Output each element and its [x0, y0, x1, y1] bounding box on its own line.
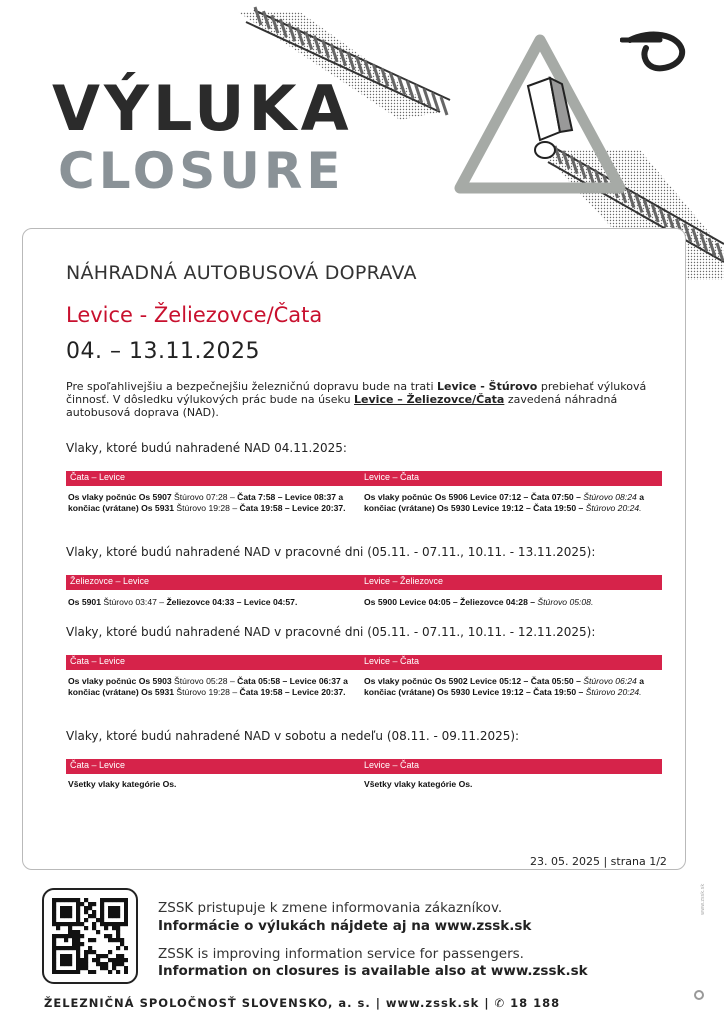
qr-module	[64, 954, 68, 958]
qr-module	[116, 946, 120, 950]
qr-module	[116, 910, 120, 914]
qr-module	[72, 970, 76, 974]
qr-module	[116, 906, 120, 910]
qr-module	[100, 954, 104, 958]
qr-module	[112, 962, 116, 966]
qr-module	[68, 934, 72, 938]
trains-text: Štúrovo 08:24	[580, 492, 640, 502]
qr-module	[100, 914, 104, 918]
qr-module	[120, 962, 124, 966]
track-sleeper	[441, 97, 447, 115]
intro-text-3: zavedená náhradná autobusová doprava (NAD).	[66, 393, 618, 419]
qr-module	[96, 918, 100, 922]
trains-text: Štúrovo 05:08.	[535, 597, 594, 607]
qr-module	[76, 910, 80, 914]
qr-module	[64, 898, 68, 902]
qr-module	[84, 910, 88, 914]
qr-module	[116, 930, 120, 934]
qr-module	[76, 898, 80, 902]
qr-module	[84, 918, 88, 922]
qr-module	[96, 930, 100, 934]
qr-module	[60, 906, 64, 910]
qr-module	[120, 954, 124, 958]
qr-module	[80, 934, 84, 938]
qr-module	[124, 922, 128, 926]
qr-module	[84, 966, 88, 970]
trains-text: Štúrovo 20:24.	[583, 503, 642, 513]
qr-module	[124, 958, 128, 962]
qr-module	[56, 922, 60, 926]
qr-module	[108, 938, 112, 942]
qr-module	[76, 966, 80, 970]
qr-module	[72, 934, 76, 938]
trains-text: Os vlaky počnúc Os 5907	[68, 492, 172, 502]
qr-module	[80, 966, 84, 970]
qr-module	[112, 898, 116, 902]
intro-paragraph	[66, 380, 678, 419]
qr-module	[124, 970, 128, 974]
trains-text: Čata 7:58 – Levice 08:37 a končiac (vrátane) Os 5931	[68, 492, 344, 513]
qr-module	[60, 970, 64, 974]
notice-route: Levice - Želiezovce/Čata	[66, 303, 323, 327]
qr-module	[104, 898, 108, 902]
qr-module	[124, 966, 128, 970]
qr-module	[108, 910, 112, 914]
section-heading: Vlaky, ktoré budú nahradené NAD 04.11.2025:	[66, 441, 347, 455]
direction-left: Želiezovce – Levice	[70, 576, 150, 586]
trains-text: Štúrovo 05:28 –	[171, 676, 238, 686]
qr-module	[84, 898, 88, 902]
qr-module	[64, 970, 68, 974]
trains-text: a končiac (vrátane) Os 5930 Levice 19:12 – Čata 19:50 –	[364, 676, 644, 697]
trains-right	[364, 492, 654, 514]
qr-module	[56, 926, 60, 930]
qr-module	[84, 954, 88, 958]
direction-bar	[66, 575, 662, 590]
trains-text: Čata 05:58 – Levice 06:37 a končiac (vrátane) Os 5931	[68, 676, 348, 697]
headline-closure-en: CLOSURE	[58, 142, 345, 200]
qr-module	[76, 958, 80, 962]
qr-module	[100, 910, 104, 914]
qr-module	[88, 938, 92, 942]
qr-module	[84, 962, 88, 966]
qr-module	[84, 950, 88, 954]
qr-module	[72, 942, 76, 946]
qr-module	[116, 970, 120, 974]
qr-module	[88, 914, 92, 918]
qr-module	[108, 958, 112, 962]
trains-left	[68, 597, 358, 608]
qr-module	[52, 918, 56, 922]
info-en-link: Information on closures is available also at www.zssk.sk	[158, 963, 588, 979]
trains-text: Všetky vlaky kategórie Os.	[364, 779, 473, 789]
qr-module	[68, 946, 72, 950]
qr-module	[76, 906, 80, 910]
qr-module	[76, 954, 80, 958]
qr-module	[64, 914, 68, 918]
company-line: ŽELEZNIČNÁ SPOLOČNOSŤ SLOVENSKO, a. s. | www.zssk.sk | ✆ 18 188	[44, 996, 561, 1010]
qr-module	[52, 942, 56, 946]
qr-module	[116, 926, 120, 930]
qr-module	[88, 950, 92, 954]
qr-module	[52, 950, 56, 954]
qr-module	[100, 906, 104, 910]
qr-module	[104, 934, 108, 938]
qr-module	[116, 962, 120, 966]
direction-right: Levice – Čata	[364, 472, 420, 482]
qr-module	[60, 898, 64, 902]
qr-module	[108, 934, 112, 938]
qr-module	[108, 970, 112, 974]
qr-module	[112, 922, 116, 926]
qr-module	[112, 914, 116, 918]
qr-module	[64, 938, 68, 942]
qr-module	[72, 898, 76, 902]
qr-module	[76, 962, 80, 966]
qr-module	[68, 906, 72, 910]
trains-text: Želiezovce 04:33 – Levice 04:57.	[166, 597, 298, 607]
trains-right	[364, 597, 654, 608]
qr-module	[56, 934, 60, 938]
qr-module	[124, 918, 128, 922]
qr-module	[100, 898, 104, 902]
intro-text-2: prebiehať výluková činnosť. V dôsledku výlukových prác bude na úseku	[66, 380, 647, 406]
qr-module	[104, 962, 108, 966]
qr-module	[60, 910, 64, 914]
qr-module	[64, 922, 68, 926]
direction-left: Čata – Levice	[70, 760, 126, 770]
trains-text: Os vlaky počnúc Os 5906 Levice 07:12 – Čata 07:50 –	[364, 492, 581, 502]
qr-module	[120, 942, 124, 946]
qr-module	[76, 914, 80, 918]
zssk-logo-icon	[620, 26, 692, 74]
qr-module	[52, 902, 56, 906]
qr-module	[52, 910, 56, 914]
qr-module	[108, 914, 112, 918]
trains-left	[68, 676, 358, 698]
qr-module	[68, 970, 72, 974]
qr-module	[68, 930, 72, 934]
qr-module	[76, 918, 80, 922]
qr-module	[56, 898, 60, 902]
qr-module	[124, 910, 128, 914]
qr-module	[76, 930, 80, 934]
trains-text: a končiac (vrátane) Os 5930 Levice 19:12 – Čata 19:50 –	[364, 492, 644, 513]
qr-module	[52, 954, 56, 958]
qr-module	[104, 922, 108, 926]
qr-module	[92, 950, 96, 954]
qr-module	[100, 962, 104, 966]
qr-module	[80, 962, 84, 966]
info-sk: ZSSK pristupuje k zmene informovania zákazníkov.	[158, 900, 503, 916]
side-credit: www.zssk.sk	[700, 883, 706, 915]
qr-module	[68, 926, 72, 930]
qr-module	[112, 926, 116, 930]
trains-text: Čata 19:58 – Levice 20:37.	[239, 503, 346, 513]
info-en: ZSSK is improving information service for passengers.	[158, 946, 524, 962]
qr-module	[60, 914, 64, 918]
qr-module	[80, 922, 84, 926]
qr-module	[92, 938, 96, 942]
qr-module	[60, 962, 64, 966]
qr-module	[52, 906, 56, 910]
qr-module	[52, 898, 56, 902]
intro-text-1: Pre spoľahlivejšiu a bezpečnejšiu železničnú dopravu bude na trati	[66, 380, 438, 393]
section-heading: Vlaky, ktoré budú nahradené NAD v pracovné dni (05.11. - 07.11., 10.11. - 12.11.2025):	[66, 625, 596, 639]
qr-module	[68, 898, 72, 902]
trains-right	[364, 779, 654, 790]
trains-text: Os vlaky počnúc Os 5902 Levice 05:12 – Čata 05:50 –	[364, 676, 581, 686]
qr-module	[104, 966, 108, 970]
qr-module	[124, 898, 128, 902]
qr-module	[52, 914, 56, 918]
qr-module	[52, 922, 56, 926]
qr-module	[100, 922, 104, 926]
section-heading: Vlaky, ktoré budú nahradené NAD v pracovné dni (05.11. - 07.11., 10.11. - 13.11.2025):	[66, 545, 596, 559]
qr-module	[124, 946, 128, 950]
qr-module	[84, 926, 88, 930]
direction-left: Čata – Levice	[70, 656, 126, 666]
trains-right	[364, 676, 654, 698]
qr-module	[116, 958, 120, 962]
qr-module	[116, 922, 120, 926]
qr-module	[120, 938, 124, 942]
qr-module	[116, 898, 120, 902]
notice-dates: 04. – 13.11.2025	[66, 339, 260, 364]
direction-right: Levice – Čata	[364, 656, 420, 666]
trains-text: Štúrovo 03:47 –	[100, 597, 167, 607]
qr-module	[92, 914, 96, 918]
page-info: 23. 05. 2025 | strana 1/2	[530, 855, 667, 868]
qr-module	[112, 938, 116, 942]
qr-module	[72, 922, 76, 926]
intro-section-name: Levice – Želiezovce/Čata	[354, 393, 505, 406]
trains-left	[68, 779, 358, 790]
trains-left	[68, 492, 358, 514]
intro-line-name: Levice - Štúrovo	[437, 380, 538, 393]
qr-module	[80, 958, 84, 962]
qr-module	[68, 954, 72, 958]
qr-module	[108, 898, 112, 902]
qr-module	[76, 938, 80, 942]
gear-icon	[694, 990, 704, 1000]
qr-module	[80, 902, 84, 906]
direction-right: Levice – Želiezovce	[364, 576, 444, 586]
qr-module	[52, 962, 56, 966]
notice-title: NÁHRADNÁ AUTOBUSOVÁ DOPRAVA	[66, 262, 417, 284]
qr-module	[92, 922, 96, 926]
qr-module	[116, 938, 120, 942]
qr-module	[56, 946, 60, 950]
qr-module	[92, 902, 96, 906]
qr-module	[64, 946, 68, 950]
qr-module	[64, 958, 68, 962]
qr-module	[64, 906, 68, 910]
qr-module	[76, 950, 80, 954]
qr-module	[60, 946, 64, 950]
qr-module	[68, 914, 72, 918]
qr-frame	[42, 888, 138, 984]
trains-text: Os 5901	[68, 597, 101, 607]
direction-bar	[66, 759, 662, 774]
qr-module	[76, 934, 80, 938]
qr-module	[68, 958, 72, 962]
qr-module	[112, 910, 116, 914]
qr-module	[104, 954, 108, 958]
section-heading: Vlaky, ktoré budú nahradené NAD v sobotu a nedeľu (08.11. - 09.11.2025):	[66, 729, 520, 743]
qr-module	[76, 942, 80, 946]
qr-module	[68, 910, 72, 914]
qr-module	[52, 938, 56, 942]
trains-text: Štúrovo 19:28 –	[174, 503, 240, 513]
qr-code-icon	[52, 898, 128, 974]
qr-module	[92, 926, 96, 930]
qr-module	[120, 922, 124, 926]
qr-module	[88, 970, 92, 974]
trains-text: Všetky vlaky kategórie Os.	[68, 779, 177, 789]
qr-module	[64, 910, 68, 914]
qr-module	[52, 934, 56, 938]
qr-module	[52, 970, 56, 974]
trains-text: Čata 19:58 – Levice 20:37.	[239, 687, 346, 697]
qr-module	[100, 966, 104, 970]
info-sk-link: Informácie o výlukách nájdete aj na www.zssk.sk	[158, 918, 532, 934]
qr-module	[100, 918, 104, 922]
qr-module	[96, 958, 100, 962]
qr-module	[108, 950, 112, 954]
qr-module	[92, 958, 96, 962]
qr-module	[72, 938, 76, 942]
qr-module	[88, 946, 92, 950]
qr-module	[112, 966, 116, 970]
qr-module	[112, 958, 116, 962]
trains-text: Os vlaky počnúc Os 5903	[68, 676, 172, 686]
qr-module	[52, 966, 56, 970]
qr-module	[52, 946, 56, 950]
qr-module	[100, 902, 104, 906]
qr-module	[124, 902, 128, 906]
qr-module	[72, 930, 76, 934]
qr-module	[76, 946, 80, 950]
direction-left: Čata – Levice	[70, 472, 126, 482]
headline-closure-sk: VÝLUKA	[52, 72, 353, 145]
qr-module	[84, 958, 88, 962]
qr-module	[72, 946, 76, 950]
qr-module	[60, 958, 64, 962]
qr-module	[76, 902, 80, 906]
qr-module	[60, 934, 64, 938]
qr-module	[116, 934, 120, 938]
qr-module	[124, 906, 128, 910]
direction-bar	[66, 471, 662, 486]
trains-text: Štúrovo 07:28 –	[171, 492, 238, 502]
trains-text: Štúrovo 19:28 –	[174, 687, 240, 697]
qr-module	[96, 962, 100, 966]
qr-module	[92, 910, 96, 914]
trains-text: Štúrovo 20:24.	[583, 687, 642, 697]
qr-module	[112, 906, 116, 910]
qr-module	[124, 914, 128, 918]
qr-module	[104, 926, 108, 930]
qr-module	[96, 954, 100, 958]
qr-module	[76, 970, 80, 974]
qr-module	[68, 962, 72, 966]
qr-module	[64, 934, 68, 938]
qr-module	[64, 962, 68, 966]
qr-module	[76, 922, 80, 926]
qr-module	[60, 954, 64, 958]
direction-bar	[66, 655, 662, 670]
qr-module	[80, 942, 84, 946]
qr-module	[116, 914, 120, 918]
qr-module	[108, 922, 112, 926]
qr-module	[84, 906, 88, 910]
trains-text: Os 5900 Levice 04:05 – Želiezovce 04:28 –	[364, 597, 536, 607]
direction-right: Levice – Čata	[364, 760, 420, 770]
trains-text: Štúrovo 06:24	[580, 676, 640, 686]
qr-module	[68, 922, 72, 926]
qr-module	[56, 970, 60, 974]
qr-module	[60, 922, 64, 926]
qr-module	[116, 954, 120, 958]
qr-module	[88, 902, 92, 906]
qr-module	[88, 906, 92, 910]
qr-module	[92, 970, 96, 974]
qr-module	[52, 958, 56, 962]
qr-module	[120, 958, 124, 962]
qr-module	[108, 906, 112, 910]
qr-module	[120, 898, 124, 902]
